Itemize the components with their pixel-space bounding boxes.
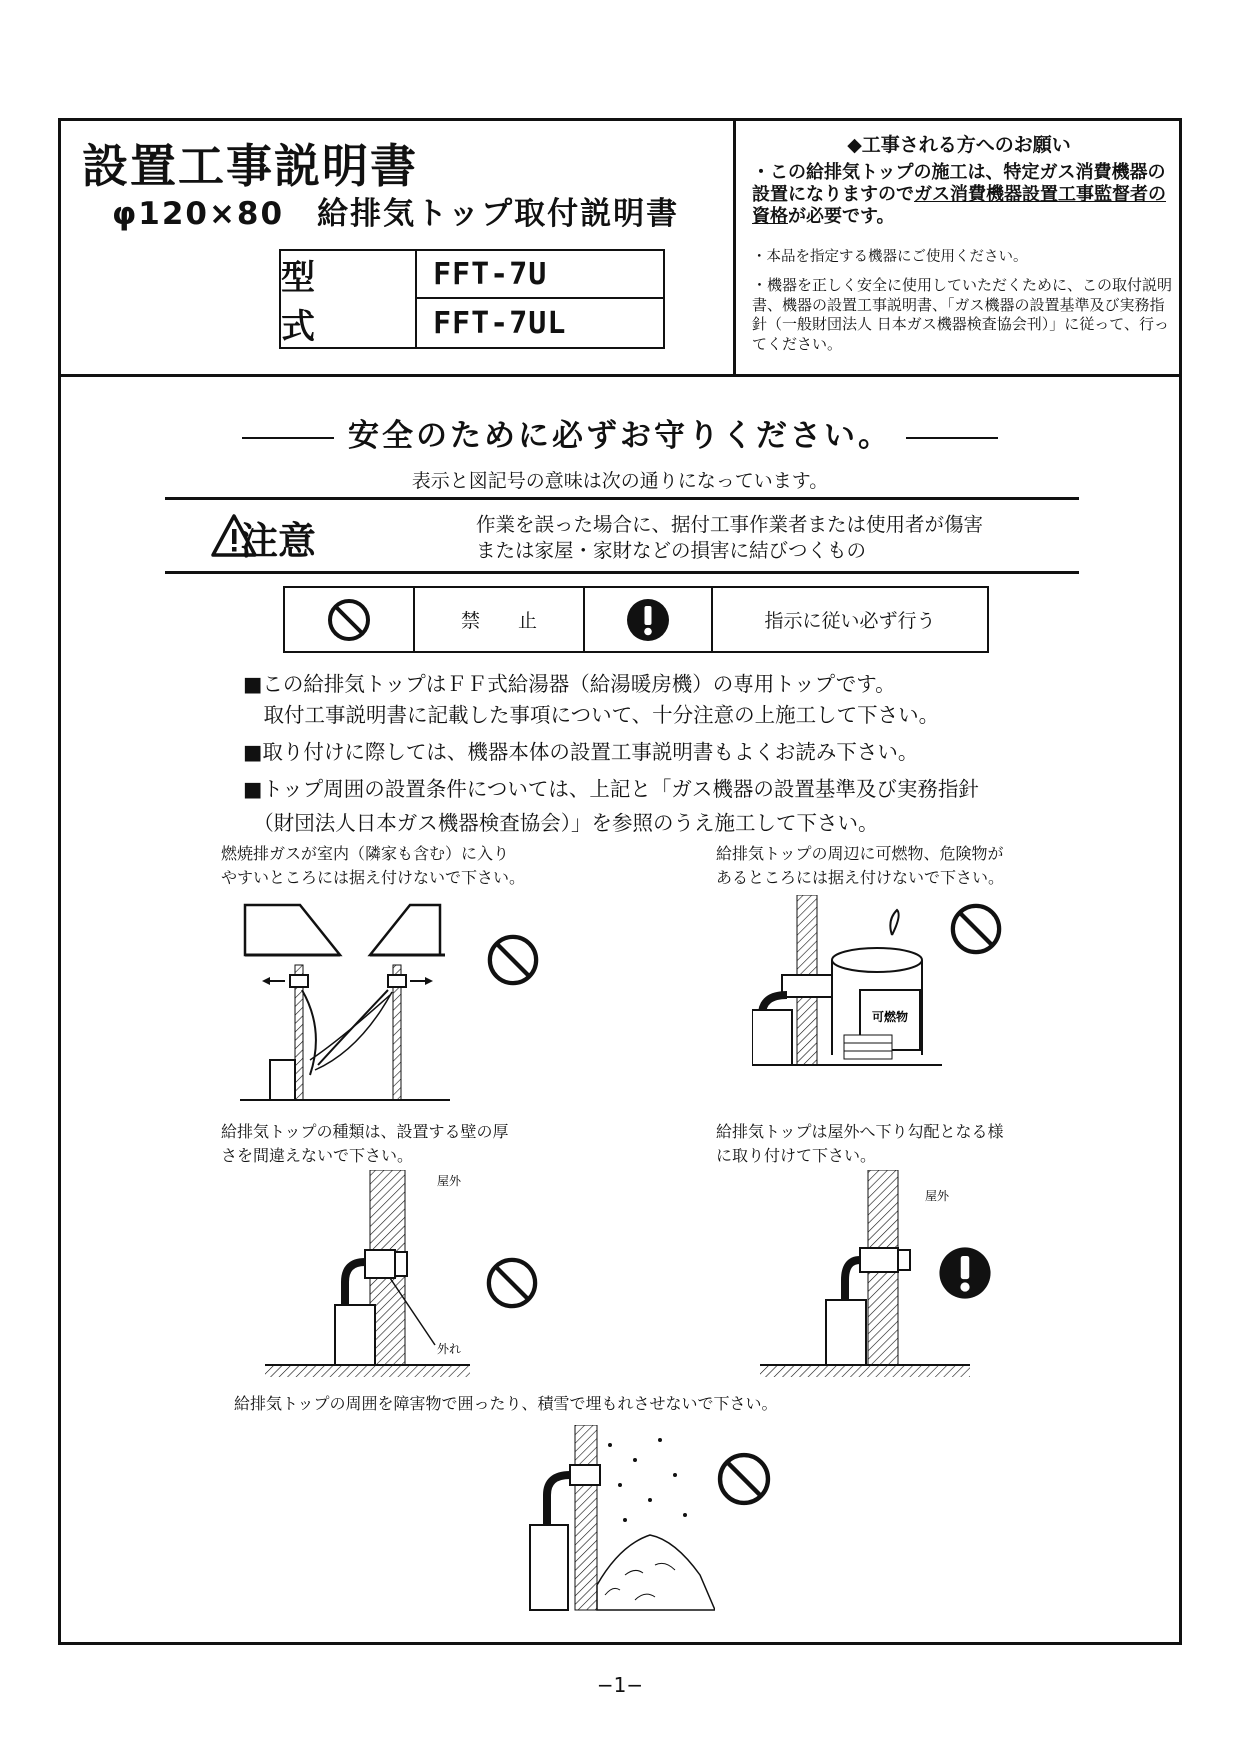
caution-word: 注意 <box>240 519 317 563</box>
model-2: FFT-7UL <box>433 305 567 341</box>
figure-3-illustration <box>265 1170 470 1380</box>
prohibition-icon <box>326 597 372 643</box>
safety-heading <box>58 410 1182 455</box>
bullet-3-line-1: ■トップ周囲の設置条件については、上記と「ガス機器の設置基準及び実務指針 <box>243 777 979 801</box>
page-number: −1− <box>596 1673 644 1697</box>
caution-rule-bottom <box>165 571 1079 574</box>
prohibition-icon <box>485 932 541 988</box>
figure-4-caption-line-1: 給排気トップは屋外へ下り勾配となる様 <box>716 1122 1004 1141</box>
figure-4-caption-line-2: に取り付けて下さい。 <box>716 1146 877 1165</box>
symbol-legend <box>283 586 989 653</box>
caution-rule-top <box>165 497 1079 500</box>
combustible-tag: 可燃物 <box>871 1010 909 1024</box>
caution-description <box>476 512 983 564</box>
document-subtitle: φ120×80 給排気トップ取付説明書 <box>112 196 680 232</box>
outdoor-label: 屋外 <box>437 1174 462 1188</box>
model-1: FFT-7U <box>415 251 663 299</box>
figure-5-caption: 給排気トップの周囲を障害物で囲ったり、積雪で埋もれさせないで下さい。 <box>234 1394 778 1413</box>
legend-prohibit-cell <box>285 588 415 651</box>
figure-3-caption <box>221 1120 509 1168</box>
request-item-1-qualification: ガス消費機器設置工事監督者の資格 <box>752 184 1166 227</box>
mandatory-action-icon <box>937 1245 993 1301</box>
bullet-1-line-2: 取付工事説明書に記載した事項について、十分注意の上施工して下さい。 <box>243 703 940 727</box>
prohibition-icon <box>715 1450 773 1508</box>
figure-2-caption <box>716 842 1004 890</box>
request-item-2: ・本品を指定する機器にご使用ください。 <box>752 249 1028 265</box>
document-title: 設置工事説明書 <box>82 139 418 193</box>
request-title: ◆工事される方へのお願い <box>847 134 1071 156</box>
heading-dash-left <box>242 437 334 439</box>
prohibition-icon <box>484 1255 540 1311</box>
figure-1-caption-line-2: やすいところには据え付けないで下さい。 <box>221 868 526 887</box>
legend-prohibit-label: 禁 止 <box>415 588 585 651</box>
figure-1-caption <box>221 842 525 890</box>
figure-1-illustration <box>240 900 450 1105</box>
bullet-1-line-1: ■この給排気トップはＦＦ式給湯器（給湯暖房機）の専用トップです。 <box>243 672 896 696</box>
caution-description-line-1: 作業を誤った場合に、据付工事作業者または使用者が傷害 <box>476 513 984 536</box>
request-item-1 <box>752 162 1172 228</box>
mandatory-action-icon <box>625 597 671 643</box>
model-table <box>279 249 665 349</box>
request-item-1-post: が必要です。 <box>788 206 895 227</box>
outdoor-label: 屋外 <box>925 1189 950 1203</box>
figure-3-caption-line-2: さを間違えないで下さい。 <box>221 1146 414 1165</box>
figure-2-caption-line-2: あるところには据え付けないで下さい。 <box>716 868 1005 887</box>
figure-2-caption-line-1: 給排気トップの周辺に可燃物、危険物が <box>716 844 1004 863</box>
request-item-3: ・機器を正しく安全に使用していただくために、この取付説明書、機器の設置工事説明書、「ガス機器の設置基準及び実務指針（一般財団法人 日本ガス機器検査協会刊）」に従って、行ってください。 <box>752 276 1173 353</box>
prohibition-icon <box>948 901 1004 957</box>
figure-1-caption-line-1: 燃焼排ガスが室内（隣家も含む）に入り <box>221 844 510 863</box>
figure-4-caption <box>716 1120 1004 1168</box>
bullet-2: ■取り付けに際しては、機器本体の設置工事説明書もよくお読み下さい。 <box>243 740 919 764</box>
request-item-1-pre: ・この給排気トップの施工は、特定ガス消費機器の設置になりますので <box>752 162 1166 205</box>
header-divider <box>58 374 1182 377</box>
figure-2-illustration <box>752 895 942 1095</box>
bullet-3-line-2: （財団法人日本ガス機器検査協会）」を参照のうえ施工して下さい。 <box>243 811 879 835</box>
symbol-meaning-text: 表示と図記号の意味は次の通りになっています。 <box>411 470 829 492</box>
heading-dash-right <box>906 437 998 439</box>
figure-5-illustration <box>525 1425 715 1615</box>
detached-label: 外れ <box>437 1342 462 1356</box>
legend-instruct-label: 指示に従い必ず行う <box>764 610 936 632</box>
model-label: 型 式 <box>281 251 417 347</box>
caution-description-line-2: または家屋・家財などの損害に結びつくもの <box>476 539 867 562</box>
legend-instruct-cell <box>585 588 713 651</box>
figure-3-caption-line-1: 給排気トップの種類は、設置する壁の厚 <box>221 1122 509 1141</box>
safety-heading-text: 安全のために必ずお守りください。 <box>348 418 892 454</box>
